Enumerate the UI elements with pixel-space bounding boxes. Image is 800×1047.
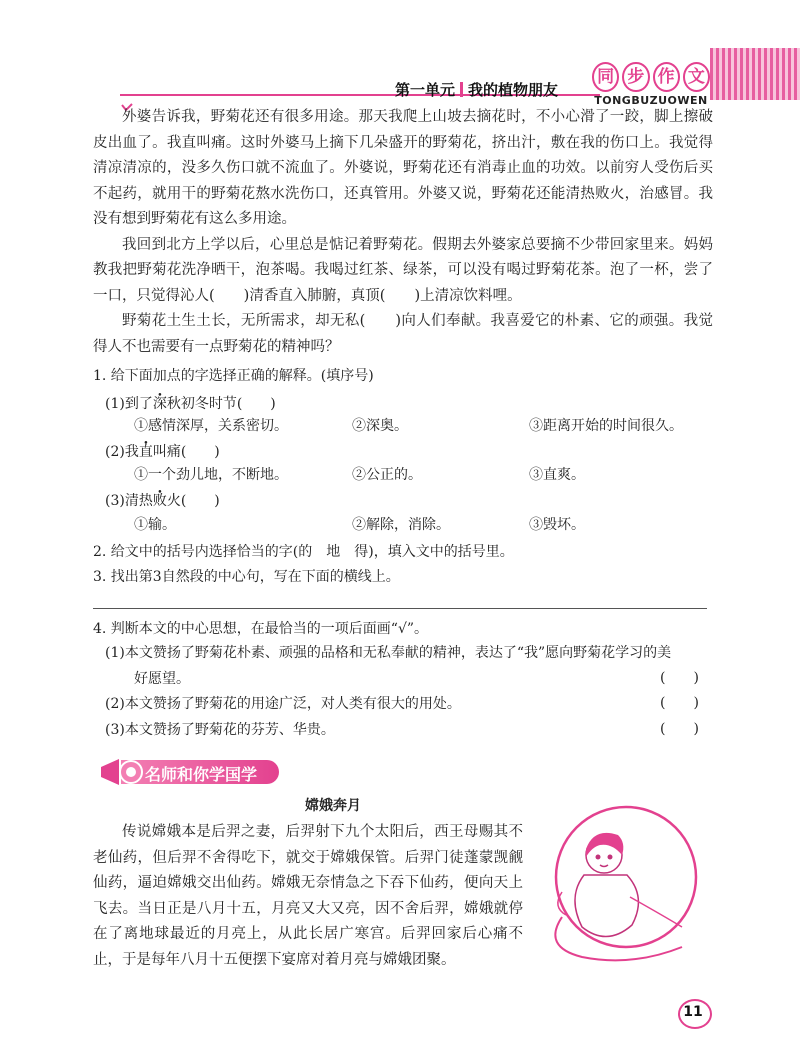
change-moon-illustration — [522, 797, 704, 967]
question-1-item-3 — [105, 489, 220, 514]
unit-title: 我的植物朋友 — [468, 81, 559, 99]
logo-char: 文 — [683, 62, 710, 92]
question-4-option-1-cont: 好愿望。 — [134, 671, 190, 687]
header-stripe-decoration — [710, 48, 800, 100]
option: ③距离开始的时间很久。 — [529, 418, 683, 434]
item-text: (3)清热 — [105, 493, 153, 509]
series-logo — [592, 62, 710, 107]
option: ①一个劲儿地，不断地。 — [134, 467, 288, 483]
option: ②解除，消除。 — [352, 517, 450, 533]
logo-char: 步 — [622, 62, 649, 92]
question-4-option-3: (3)本文赞扬了野菊花的芬芳、华贵。 — [105, 722, 335, 738]
section-banner — [97, 757, 282, 787]
logo-pinyin: TONGBUZUOWEN — [594, 94, 708, 107]
answer-paren[interactable]: ( ) — [660, 721, 699, 737]
item-text: 火( ) — [166, 493, 220, 509]
story-title: 嫦娥奔月 — [305, 798, 361, 814]
option: ③毁坏。 — [529, 517, 585, 533]
passage-paragraph: 我回到北方上学以后，心里总是惦记着野菊花。假期去外婆家总要摘不少带回家里来。妈妈教我把野菊花洗净晒干，泡茶喝。我喝过红茶、绿茶，可以没有喝过野菊花茶。泡了一杯，尝了一口，只觉得沁人( )清香直入肺腑，真顶( )上清凉饮料哩。 — [93, 236, 713, 304]
question-3: 3. 找出第3自然段的中心句，写在下面的横线上。 — [93, 569, 400, 585]
story-text — [93, 820, 523, 973]
logo-char: 作 — [653, 62, 680, 92]
running-header — [395, 79, 558, 100]
story-paragraph: 传说嫦娥本是后羿之妻，后羿射下九个太阳后，西王母赐其不老仙药，但后羿不舍得吃下，就交于嫦娥保管。后羿门徒蓬蒙觊觎仙药，逼迫嫦娥交出仙药。嫦娥无奈情急之下吞下仙药，便向天上飞去。当日正是八月十五，月亮又大又亮，因不舍后羿，嫦娥就停在了离地球最近的月亮上，从此长居广寒宫。后羿回家后心痛不止，于是每年八月十五便摆下宴席对着月亮与嫦娥团聚。 — [93, 824, 523, 968]
item-text: 叫痛( ) — [152, 444, 220, 460]
answer-line[interactable] — [93, 608, 707, 609]
option: ②公正的。 — [352, 467, 422, 483]
answer-paren[interactable]: ( ) — [660, 695, 699, 711]
passage-paragraph: 外婆告诉我，野菊花还有很多用途。那天我爬上山坡去摘花时，不小心滑了一跤，脚上擦破皮出血了。我直叫痛。这时外婆马上摘下几朵盛开的野菊花，挤出汁，敷在我的伤口上。我觉得清凉清凉的，没多久伤口就不流血了。外婆说，野菊花还有消毒止血的功效。以前穷人受伤后买不起药，就用干的野菊花熬水洗伤口，还真管用。外婆又说，野菊花还能清热败火，治感冒。我没有想到野菊花有这么多用途。 — [93, 109, 713, 227]
header-divider — [460, 82, 463, 97]
unit-label: 第一单元 — [395, 81, 456, 99]
question-4-stem: 4. 判断本文的中心思想，在最恰当的一项后面画“√”。 — [93, 621, 429, 637]
item-text: (1)到了 — [105, 396, 153, 412]
option: ①感情深厚，关系密切。 — [134, 418, 288, 434]
question-1-stem: 1. 给下面加点的字选择正确的解释。(填序号) — [93, 368, 374, 384]
page-number-badge — [675, 994, 711, 1028]
megaphone-icon — [97, 757, 143, 787]
question-4-option-2: (2)本文赞扬了野菊花的用途广泛，对人类有很大的用处。 — [105, 696, 461, 712]
item-text: 秋初冬时节( ) — [166, 396, 276, 412]
item-text: (2)我 — [105, 444, 139, 460]
option: ②深奥。 — [352, 418, 408, 434]
banner-title: 名师和你学国学 — [145, 765, 258, 784]
dotted-char: 败 — [152, 493, 167, 509]
question-1-item-2 — [105, 440, 220, 465]
page-number: 11 — [683, 1004, 703, 1020]
question-4-option-1: (1)本文赞扬了野菊花朴素、顽强的品格和无私奉献的精神，表达了“我”愿向野菊花学习的美 — [105, 645, 672, 661]
option: ③直爽。 — [529, 467, 585, 483]
dotted-char: 深 — [152, 396, 167, 412]
answer-paren[interactable]: ( ) — [660, 670, 699, 686]
dotted-char: 直 — [138, 444, 153, 460]
reading-passage — [93, 105, 713, 360]
question-2: 2. 给文中的括号内选择恰当的字(的 地 得)，填入文中的括号里。 — [93, 544, 514, 560]
logo-char: 同 — [592, 62, 619, 92]
question-1-item-1 — [105, 392, 276, 417]
passage-paragraph: 野菊花土生土长，无所需求，却无私( )向人们奉献。我喜爱它的朴素、它的顽强。我觉得人不也需要有一点野菊花的精神吗？ — [93, 313, 713, 355]
option: ①输。 — [134, 517, 176, 533]
